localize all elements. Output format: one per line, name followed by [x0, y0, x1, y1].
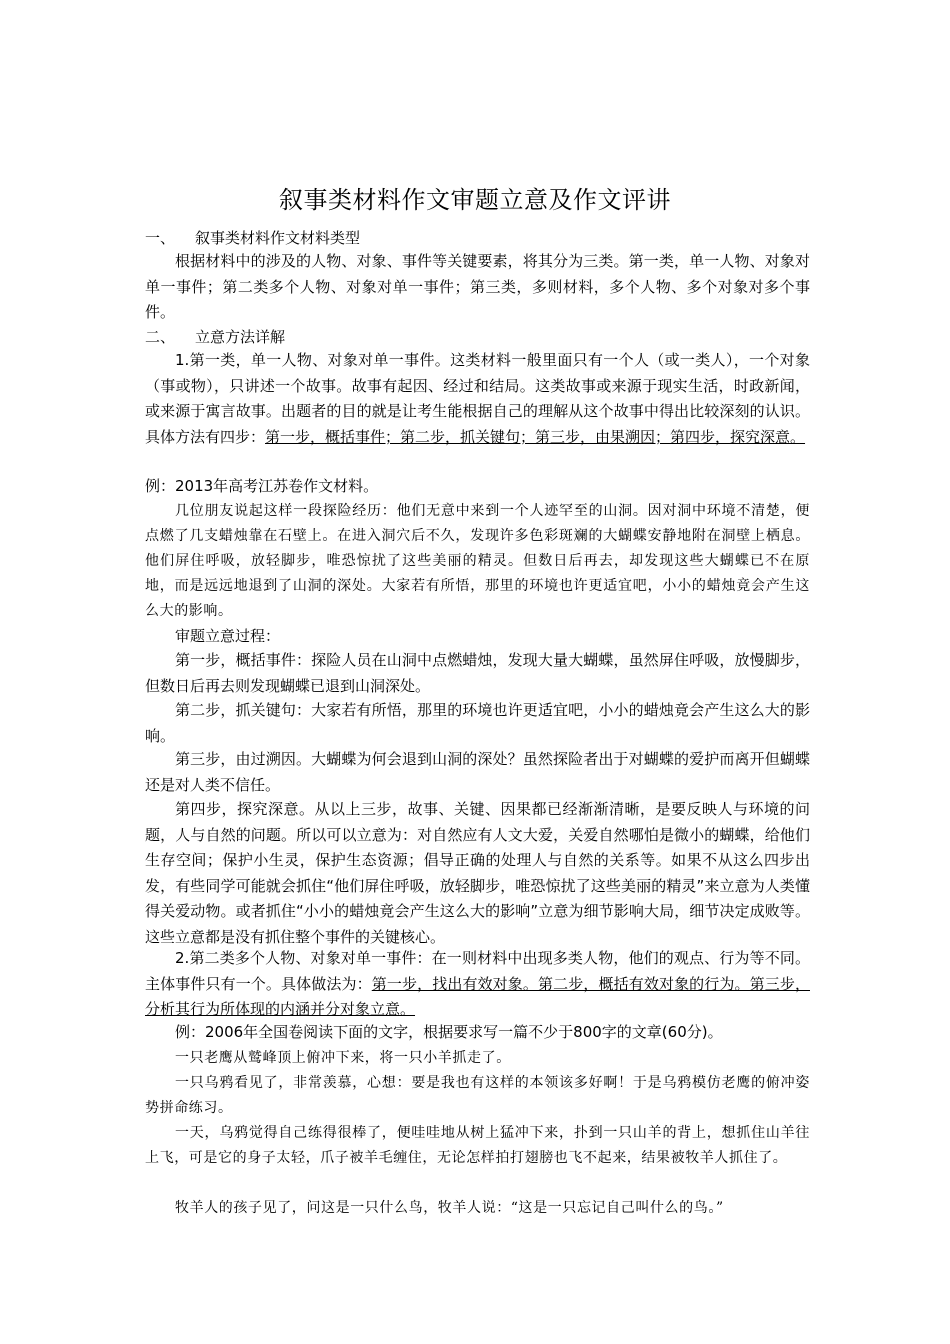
example1-label: 例：2013年高考江苏卷作文材料。	[145, 477, 379, 495]
section-heading-text: 叙事类材料作文材料类型	[195, 229, 361, 247]
example2-p1: 一只老鹰从鹫峰顶上俯冲下来，将一只小羊抓走了。	[175, 1050, 511, 1066]
step3-paragraph: 第三步，由过溯因。大蝴蝶为何会退到山洞的深处？虽然探险者出于对蝴蝶的爱护而离开但蝴蝶还是对人类不信任。	[145, 750, 810, 794]
example2-p3: 一天，乌鸦觉得自己练得很棒了，便哇哇地从树上猛冲下来，扑到一只山羊的背上，想抓住山羊往上飞，可是它的身子太轻，爪子被羊毛缠住，无论怎样拍打翅膀也飞不起来，结果被牧羊人抓住了。	[145, 1125, 810, 1166]
type1-paragraph	[145, 348, 810, 450]
step2-paragraph: 第二步，抓关键句：大家若有所悟，那里的环境也许更适宜吧，小小的蜡烛竟会产生这么大的影响。	[145, 701, 810, 745]
step4-paragraph: 第四步，探究深意。从以上三步，故事、关键、因果都已经渐渐清晰，是要反映人与环境的问题，人与自然的问题。所以可以立意为：对自然应有人文大爱，关爱自然哪怕是微小的蝴蝶，给他们生存空间；保护小生灵，保护生态资源；倡导正确的处理人与自然的关系等。如果不从这么四步出发，有些同学可能就会抓住“他们屏住呼吸，放轻脚步，唯恐惊扰了这些美丽的精灵”来立意为人类懂得关爱动物。或者抓住“小小的蜡烛竟会产生这么大的影响”立意为细节影响大局，细节决定成败等。这些立意都是没有抓住整个事件的关键核心。	[145, 800, 810, 946]
type2-lead: 2.第二类多个人物、对象对单一事件：在一则材料中出现多类人物，他们的观点、行为等不同。主体事件只有一个。具体做法为：	[145, 949, 810, 993]
step1-paragraph: 第一步，概括事件：探险人员在山洞中点燃蜡烛，发现大量大蝴蝶，虽然屏住呼吸，放慢脚步，但数日后再去则发现蝴蝶已退到山洞深处。	[145, 651, 810, 695]
type1-lead: 1.第一类，单一人物、对象对单一事件。这类材料一般里面只有一个人（或一类人），一个对象（事或物），只讲述一个故事。故事有起因、经过和结局。这类故事或来源于现实生活，时政新闻，或来源于寓言故事。出题者的目的就是让考生能根据自己的理解从这个故事中得出比较深刻的认识。具体方法有四步：	[145, 351, 810, 446]
type1-steps-underlined: 第一步，概括事件；第二步，抓关键句；第三步，由果溯因；第四步，探究深意。	[265, 427, 806, 446]
section-heading-2	[145, 325, 285, 349]
example1-text: 几位朋友说起这样一段探险经历：他们无意中来到一个人迹罕至的山洞。因对洞中环境不清楚，便点燃了几支蜡烛靠在石壁上。在进入洞穴后不久，发现许多色彩斑斓的大蝴蝶安静地附在洞壁上栖息。他们屏住呼吸，放轻脚步，唯恐惊扰了这些美丽的精灵。但数日后再去，却发现这些大蝴蝶已不在原地，而是远远地退到了山洞的深处。大家若有所悟，那里的环境也许更适宜吧，小小的蜡烛竟会产生这么大的影响。	[145, 503, 810, 619]
example2-p4: 牧羊人的孩子见了，问这是一只什么鸟，牧羊人说：“这是一只忘记自己叫什么的鸟。”	[175, 1200, 724, 1216]
section-number: 二、	[145, 328, 176, 346]
example2-p2: 一只乌鸦看见了，非常羡慕，心想：要是我也有这样的本领该多好啊！于是乌鸦模仿老鹰的俯冲姿势拼命练习。	[145, 1075, 810, 1116]
example2-label: 例：2006年全国卷阅读下面的文字，根据要求写一篇不少于800字的文章(60分)。	[175, 1023, 723, 1041]
section-number: 一、	[145, 229, 176, 247]
section-heading-text: 立意方法详解	[195, 328, 286, 346]
page-title: 叙事类材料作文审题立意及作文评讲	[279, 186, 671, 214]
section-heading-1	[145, 226, 360, 250]
section1-paragraph: 根据材料中的涉及的人物、对象、事件等关键要素，将其分为三类。第一类，单一人物、对象对单一事件；第二类多个人物、对象对单一事件；第三类，多则材料，多个人物、多个对象对多个事件。	[145, 252, 810, 321]
type2-paragraph	[145, 946, 810, 1023]
type2-steps-underlined: 第一步，找出有效对象。第二步，概括有效对象的行为。第三步，分析其行为所体现的内涵并分对象立意。	[145, 974, 810, 1018]
process-label: 审题立意过程：	[175, 627, 281, 645]
